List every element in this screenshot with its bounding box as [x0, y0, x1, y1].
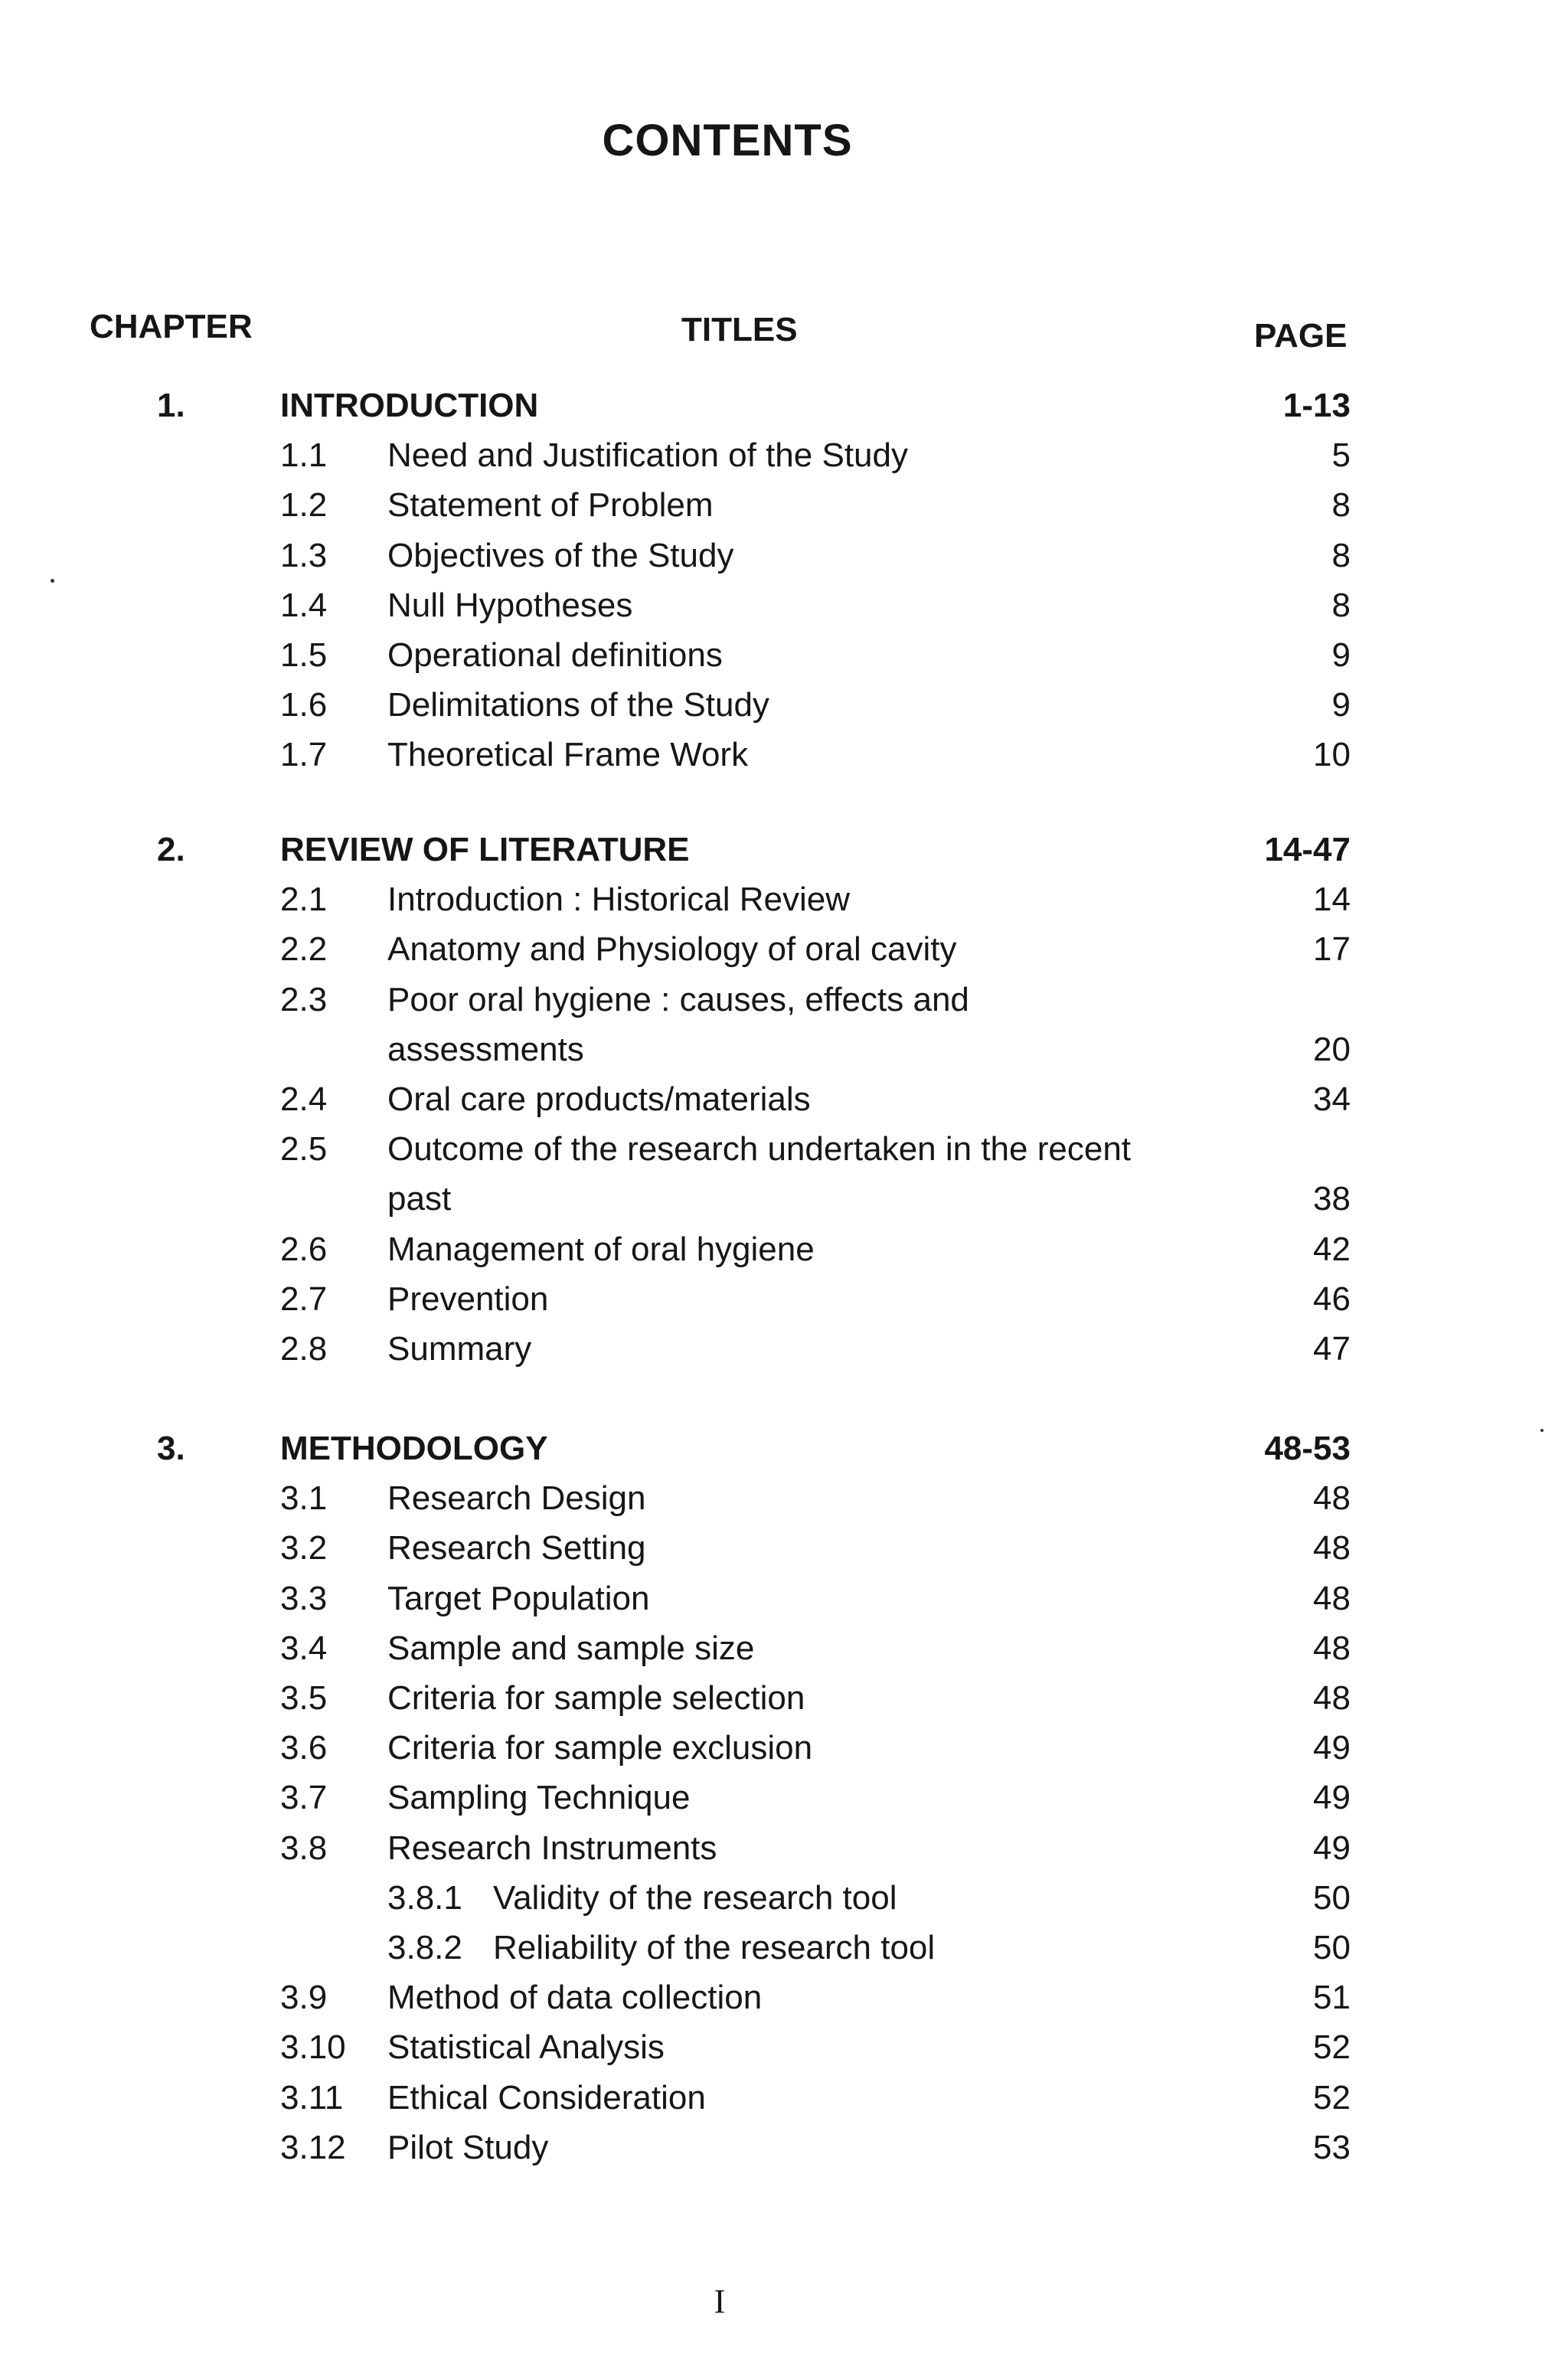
section-number: 2.5 [280, 1130, 328, 1169]
section-number: 1.1 [280, 436, 328, 475]
section-page: 53 [1313, 2128, 1351, 2166]
subsection-number: 3.8.2 [387, 1929, 462, 1966]
section-title: Statistical Analysis [387, 2028, 665, 2067]
section-page: 49 [1313, 1779, 1351, 1817]
subsection-number: 3.8.1 [387, 1878, 462, 1917]
section-number: 2.1 [280, 881, 328, 919]
section-page: 46 [1313, 1280, 1351, 1318]
section-page: 9 [1331, 686, 1351, 724]
chapter-page-range: 48-53 [1264, 1430, 1351, 1467]
section-title: Pilot Study [387, 2128, 549, 2166]
section-page: 52 [1313, 2028, 1351, 2067]
section-page: 5 [1331, 436, 1351, 475]
section-page: 48 [1313, 1479, 1351, 1518]
section-row [0, 2125, 1568, 2171]
section-number: 3.12 [280, 2128, 346, 2166]
section-row [0, 1626, 1568, 1672]
section-row [0, 1326, 1568, 1372]
section-row [0, 632, 1568, 678]
chapter-title: INTRODUCTION [280, 387, 539, 424]
section-row [0, 977, 1568, 1023]
section-number: 3.11 [280, 2078, 344, 2116]
section-page: 48 [1313, 1529, 1351, 1567]
section-page: 17 [1313, 930, 1351, 969]
section-row [0, 2025, 1568, 2071]
section-row [0, 1077, 1568, 1123]
section-row-continued [0, 1027, 1568, 1073]
section-title: Criteria for sample exclusion [387, 1729, 813, 1767]
section-title: Introduction : Historical Review [387, 881, 851, 919]
section-title: Delimitations of the Study [387, 686, 769, 724]
subsection-page: 50 [1313, 1878, 1351, 1917]
section-number: 1.5 [280, 636, 328, 674]
section-page: 48 [1313, 1629, 1351, 1667]
scan-speck [1540, 1429, 1544, 1432]
section-page: 49 [1313, 1829, 1351, 1867]
section-row-continued [0, 1176, 1568, 1222]
section-number: 3.5 [280, 1679, 328, 1717]
section-title: Sample and sample size [387, 1629, 755, 1667]
section-title: Operational definitions [387, 636, 723, 674]
section-number: 2.6 [280, 1230, 328, 1268]
chapter-number: 1. [157, 387, 185, 424]
section-title: Sampling Technique [387, 1779, 691, 1817]
section-row [0, 1276, 1568, 1322]
section-row [0, 1725, 1568, 1771]
section-page: 47 [1313, 1330, 1351, 1368]
section-row [0, 1675, 1568, 1721]
section-title: Anatomy and Physiology of oral cavity [387, 930, 957, 969]
page-number-footer: I [714, 2283, 726, 2320]
section-row [0, 1126, 1568, 1172]
section-title: Research Setting [387, 1529, 646, 1567]
section-title: Need and Justification of the Study [387, 436, 908, 475]
section-number: 3.7 [280, 1779, 328, 1817]
section-row [0, 583, 1568, 629]
section-page: 48 [1313, 1579, 1351, 1617]
section-page: 42 [1313, 1230, 1351, 1268]
section-row [0, 1476, 1568, 1522]
section-row [0, 433, 1568, 479]
section-title-continued: past [387, 1180, 452, 1218]
section-number: 2.4 [280, 1080, 328, 1118]
section-number: 3.1 [280, 1479, 328, 1518]
section-title: Research Design [387, 1479, 646, 1518]
section-page: 20 [1313, 1030, 1351, 1068]
section-row [0, 682, 1568, 728]
chapter-page-range: 14-47 [1264, 831, 1351, 868]
section-row [0, 1975, 1568, 2021]
section-page: 51 [1313, 1979, 1351, 2017]
section-row [0, 2075, 1568, 2121]
column-header-chapter: CHAPTER [90, 308, 253, 345]
section-number: 1.4 [280, 586, 328, 624]
section-number: 3.10 [280, 2028, 346, 2067]
section-row [0, 1525, 1568, 1571]
section-number: 1.7 [280, 736, 328, 774]
section-number: 2.7 [280, 1280, 328, 1318]
section-page: 9 [1331, 636, 1351, 674]
section-title: Method of data collection [387, 1979, 763, 2017]
section-row [0, 1576, 1568, 1622]
section-row [0, 1775, 1568, 1821]
subsection-row [0, 1925, 1568, 1971]
section-number: 3.9 [280, 1979, 328, 2017]
section-row [0, 877, 1568, 923]
section-title: Objectives of the Study [387, 536, 734, 574]
section-row [0, 533, 1568, 579]
scan-speck [51, 579, 54, 583]
section-title: Oral care products/materials [387, 1080, 811, 1118]
section-page: 48 [1313, 1679, 1351, 1717]
subsection-title: Validity of the research tool [493, 1878, 897, 1917]
section-title-continued: assessments [387, 1030, 584, 1068]
section-number: 1.6 [280, 686, 328, 724]
section-title: Prevention [387, 1280, 549, 1318]
section-number: 3.2 [280, 1529, 328, 1567]
section-row [0, 482, 1568, 528]
page-title: CONTENTS [602, 116, 853, 165]
section-title: Statement of Problem [387, 486, 714, 525]
column-header-titles: TITLES [681, 311, 798, 348]
chapter-title: REVIEW OF LITERATURE [280, 831, 690, 868]
section-page: 49 [1313, 1729, 1351, 1767]
section-number: 1.2 [280, 486, 328, 525]
chapter-row [0, 1426, 1568, 1472]
section-number: 3.3 [280, 1579, 328, 1617]
section-row [0, 1826, 1568, 1871]
section-number: 3.8 [280, 1829, 328, 1867]
section-page: 14 [1313, 881, 1351, 919]
section-row [0, 927, 1568, 972]
section-number: 2.3 [280, 980, 328, 1018]
section-title: Criteria for sample selection [387, 1679, 805, 1717]
section-row [0, 732, 1568, 778]
section-number: 2.2 [280, 930, 328, 969]
chapter-number: 2. [157, 831, 185, 868]
chapter-row [0, 827, 1568, 873]
column-header-page: PAGE [1254, 317, 1348, 355]
section-title: Outcome of the research undertaken in the recent [387, 1130, 1132, 1169]
chapter-title: METHODOLOGY [280, 1430, 548, 1467]
chapter-number: 3. [157, 1430, 185, 1467]
section-number: 1.3 [280, 536, 328, 574]
chapter-page-range: 1-13 [1282, 387, 1351, 424]
subsection-row [0, 1875, 1568, 1921]
section-title: Poor oral hygiene : causes, effects and [387, 980, 969, 1018]
subsection-title: Reliability of the research tool [493, 1929, 936, 1966]
section-page: 52 [1313, 2078, 1351, 2116]
section-number: 3.4 [280, 1629, 328, 1667]
section-page: 8 [1331, 536, 1351, 574]
section-row [0, 1227, 1568, 1273]
section-title: Theoretical Frame Work [387, 736, 749, 774]
section-page: 34 [1313, 1080, 1351, 1118]
section-number: 2.8 [280, 1330, 328, 1368]
section-page: 38 [1313, 1180, 1351, 1218]
section-title: Ethical Consideration [387, 2078, 706, 2116]
section-title: Management of oral hygiene [387, 1230, 815, 1268]
subsection-page: 50 [1313, 1929, 1351, 1966]
section-title: Target Population [387, 1579, 650, 1617]
section-page: 8 [1331, 486, 1351, 525]
section-title: Research Instruments [387, 1829, 717, 1867]
chapter-row [0, 383, 1568, 429]
section-title: Summary [387, 1330, 532, 1368]
section-title: Null Hypotheses [387, 586, 633, 624]
section-page: 8 [1331, 586, 1351, 624]
section-number: 3.6 [280, 1729, 328, 1767]
section-page: 10 [1313, 736, 1351, 774]
